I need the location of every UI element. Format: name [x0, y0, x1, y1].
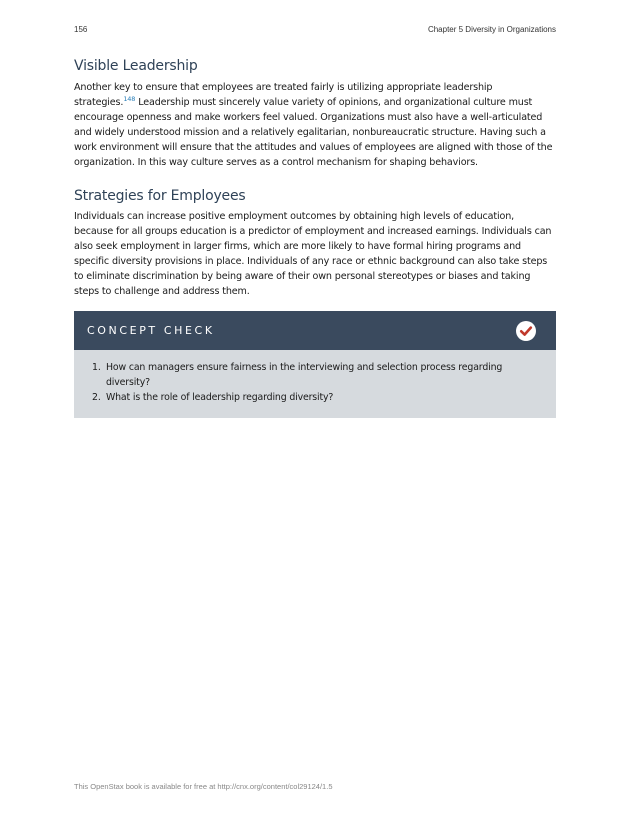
list-item-number: 2.	[92, 392, 101, 403]
checkmark-circle-icon	[516, 321, 536, 341]
list-item	[92, 390, 536, 405]
list-item-text: What is the role of leadership regarding diversity?	[106, 392, 334, 403]
page-footer: This OpenStax book is available for free at http://cnx.org/content/col29124/1.5	[74, 782, 333, 791]
list-item-text: How can managers ensure fairness in the interviewing and selection process regarding diversity?	[106, 362, 503, 388]
running-header: Chapter 5 Diversity in Organizations	[427, 25, 556, 34]
page-content	[74, 58, 556, 418]
section-strategies-for-employees	[74, 188, 556, 299]
concept-check-body	[74, 350, 556, 418]
section-paragraph	[74, 80, 556, 170]
concept-check-box	[74, 311, 556, 418]
section-paragraph: Individuals can increase positive employment outcomes by obtaining high levels of education, because for all groups education is a predictor of employment and increased earnings. Individuals can also seek employment in larger firms, which are more likely to have formal hiring programs and specific diversity provisions in place. Individuals of any race or ethnic background can also take steps to eliminate discrimination by being aware of their own personal stereotypes or biases and taking steps to challenge and address them.	[74, 211, 552, 297]
paragraph-text: Another key to ensure that employees are treated fairly is utilizing appropriate leadership strategies.	[74, 82, 493, 108]
concept-check-title: CONCEPT CHECK	[87, 324, 215, 337]
concept-check-header	[74, 311, 556, 350]
footnote-link[interactable]: 148	[123, 95, 136, 103]
concept-check-list	[92, 360, 536, 405]
section-heading: Visible Leadership	[74, 58, 198, 74]
section-visible-leadership	[74, 58, 556, 170]
list-item-number: 1.	[92, 362, 101, 373]
paragraph-text-continued: Leadership must sincerely value variety of opinions, and organizational culture must encourage openness and make workers feel valued. Organizations must also have a well-articulated and widely understood mission and a relatively egalitarian, nonbureaucratic structure. Having such a work environment will ensure that the attitudes and values of employees are aligned with those of the organization. In this way culture serves as a control mechanism for shaping behaviors.	[74, 97, 553, 168]
list-item	[92, 360, 536, 390]
page-number: 156	[74, 25, 88, 34]
section-heading: Strategies for Employees	[74, 188, 246, 204]
